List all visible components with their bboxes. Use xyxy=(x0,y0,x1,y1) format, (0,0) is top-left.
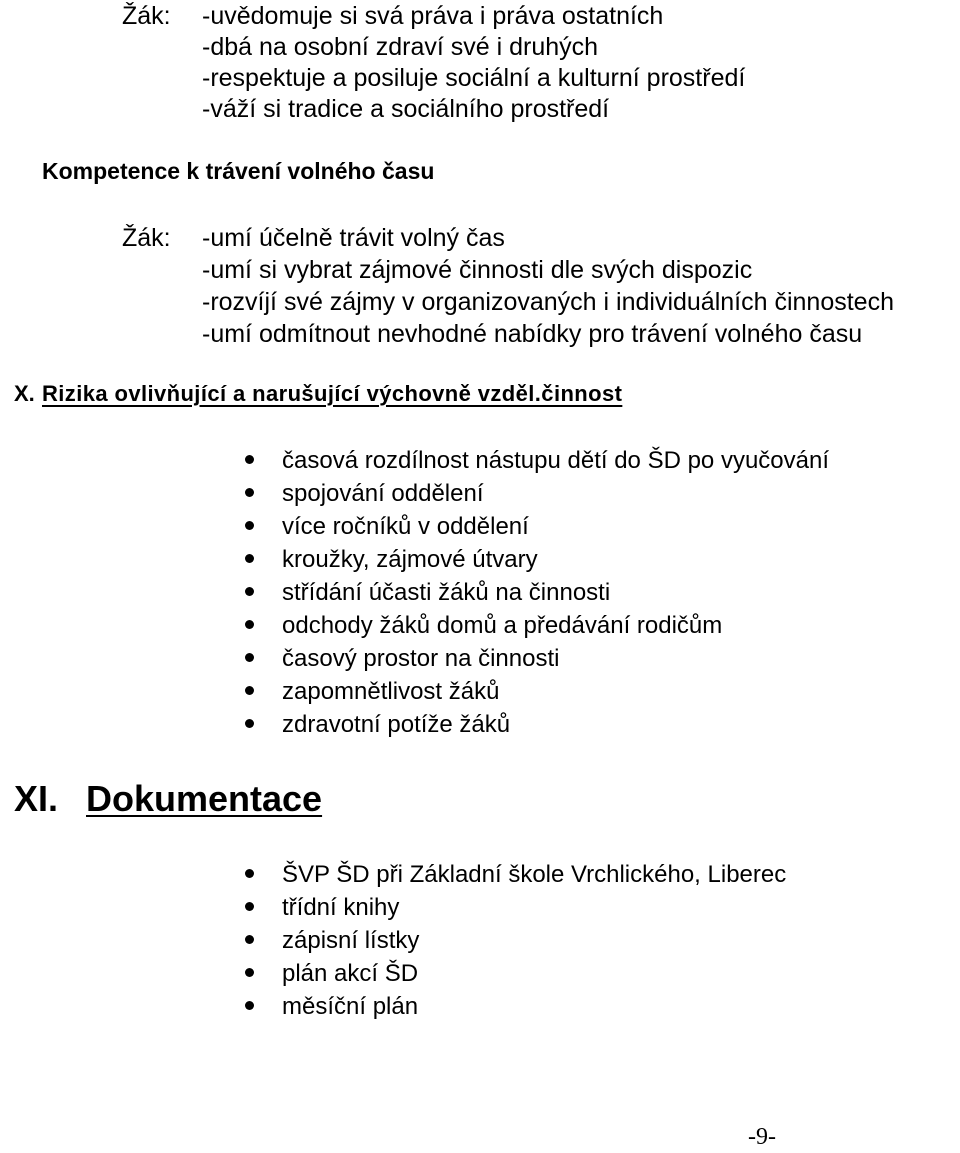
risk-item-text: spojování oddělení xyxy=(282,480,484,507)
risk-item-text: odchody žáků domů a předávání rodičům xyxy=(282,612,723,639)
risk-item xyxy=(245,445,829,477)
bullet-icon xyxy=(245,488,254,497)
risk-item-text: zdravotní potíže žáků xyxy=(282,711,511,738)
student-item: -uvědomuje si svá práva i práva ostatních xyxy=(202,2,664,30)
competence-item: -umí účelně trávit volný čas xyxy=(202,224,505,252)
bullet-icon xyxy=(245,719,254,728)
bullet-icon xyxy=(245,902,254,911)
risk-item xyxy=(245,511,529,543)
bullet-icon xyxy=(245,869,254,878)
risk-item xyxy=(245,544,538,576)
section-xi-number: XI. xyxy=(14,778,59,819)
bullet-icon xyxy=(245,653,254,662)
document-item xyxy=(245,925,419,957)
risk-item-text: více ročníků v oddělení xyxy=(282,513,529,540)
risk-item xyxy=(245,676,499,708)
student-label: Žák: xyxy=(122,2,171,30)
document-item-text: zápisní lístky xyxy=(282,927,420,954)
document-item xyxy=(245,958,418,990)
bullet-icon xyxy=(245,620,254,629)
risk-item xyxy=(245,643,559,675)
bullet-icon xyxy=(245,521,254,530)
student-label: Žák: xyxy=(122,224,171,252)
risk-item-text: kroužky, zájmové útvary xyxy=(282,546,538,573)
bullet-icon xyxy=(245,455,254,464)
bullet-icon xyxy=(245,554,254,563)
risk-item-text: střídání účasti žáků na činnosti xyxy=(282,579,611,606)
document-item-text: měsíční plán xyxy=(282,993,419,1020)
student-item: -váží si tradice a sociálního prostředí xyxy=(202,95,610,123)
document-item-text: plán akcí ŠD xyxy=(282,960,419,987)
risk-item xyxy=(245,577,610,609)
section-xi-heading: Dokumentace xyxy=(86,778,323,819)
risk-item-text: časový prostor na činnosti xyxy=(282,645,560,672)
student-item: -dbá na osobní zdraví své i druhých xyxy=(202,33,599,61)
bullet-icon xyxy=(245,1001,254,1010)
risk-item-text: zapomnětlivost žáků xyxy=(282,678,500,705)
bullet-icon xyxy=(245,686,254,695)
risk-item xyxy=(245,478,484,510)
bullet-icon xyxy=(245,587,254,596)
bullet-icon xyxy=(245,935,254,944)
bullet-icon xyxy=(245,968,254,977)
student-item: -respektuje a posiluje sociální a kulturní prostředí xyxy=(202,64,746,92)
document-item-text: třídní knihy xyxy=(282,894,400,921)
competence-item: -rozvíjí své zájmy v organizovaných i individuálních činnostech xyxy=(202,288,894,316)
competence-heading: Kompetence k trávení volného času xyxy=(42,158,435,184)
section-x-number: X. xyxy=(14,381,35,406)
page-number: -9- xyxy=(748,1124,776,1150)
document-item-text: ŠVP ŠD při Základní škole Vrchlického, Liberec xyxy=(282,861,787,888)
document-item xyxy=(245,991,418,1023)
competence-item: -umí si vybrat zájmové činnosti dle svých dispozic xyxy=(202,256,753,284)
section-x-heading: Rizika ovlivňující a narušující výchovně vzděl.činnost xyxy=(42,381,623,406)
document-item xyxy=(245,892,399,924)
risk-item-text: časová rozdílnost nástupu dětí do ŠD po vyučování xyxy=(282,447,829,474)
risk-item xyxy=(245,610,722,642)
document-item xyxy=(245,859,786,891)
risk-item xyxy=(245,709,510,741)
competence-item: -umí odmítnout nevhodné nabídky pro trávení volného času xyxy=(202,320,863,348)
